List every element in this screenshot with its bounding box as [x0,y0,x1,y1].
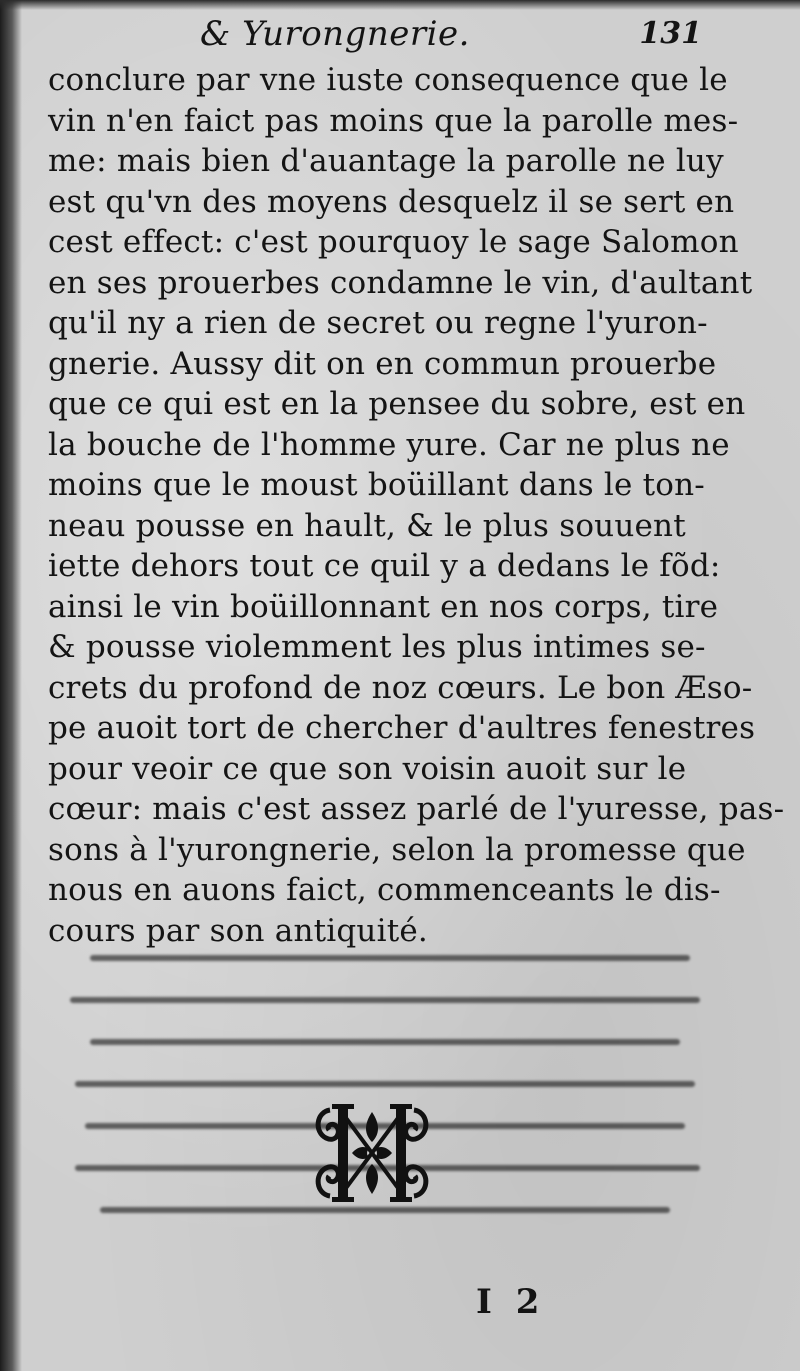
text-line: moins que le moust boüillant dans le ton- [48,467,705,503]
text-line: cours par son antiquité. [48,912,428,949]
text-line: vin n'en faict pas moins que la parolle mes- [48,102,739,139]
text-line: pour veoir ce que son voisin auoit sur le [48,750,687,787]
text-line: en ses prouerbes condamne le vin, d'aultant [48,264,753,301]
text-line: cest effect: c'est pourquoy le sage Salomon [48,224,739,260]
text-line: neau pousse en hault, & le plus souuent [48,507,686,544]
text-line: sons à l'yurongnerie, selon la promesse que [48,831,746,868]
text-line: la bouche de l'homme yure. Car ne plus ne [48,426,730,463]
page-number: 131 [639,16,702,51]
fleuron-ornament-icon [312,1098,432,1208]
text-line: conclure par vne iuste consequence que le [48,62,728,98]
page-top-shadow [0,0,800,10]
text-line: que ce qui est en la pensee du sobre, est en [48,386,746,422]
page-gutter-shadow [0,0,22,1371]
running-head: & Yurongnerie. [200,14,470,54]
text-line: iette dehors tout ce quil y a dedans le fõd: [48,548,721,584]
text-line: & pousse violemment les plus intimes se- [48,629,706,665]
text-line: est qu'vn des moyens desquelz il se sert en [48,183,735,220]
text-line: qu'il ny a rien de secret ou regne l'yuron- [48,305,708,341]
text-line: cœur: mais c'est assez parlé de l'yuresse, pas- [48,791,785,827]
text-line: pe auoit tort de chercher d'aultres fenestres [48,710,756,746]
text-line: crets du profond de noz cœurs. Le bon Æso- [48,669,753,706]
text-line: nous en auons faict, commenceants le dis- [48,872,721,908]
body-text [48,60,785,951]
text-line: gnerie. Aussy dit on en commun prouerbe [48,345,717,382]
text-line: me: mais bien d'auantage la parolle ne luy [48,143,724,179]
signature-mark: I 2 [476,1282,546,1322]
text-line: ainsi le vin boüillonnant en nos corps, tire [48,588,719,625]
